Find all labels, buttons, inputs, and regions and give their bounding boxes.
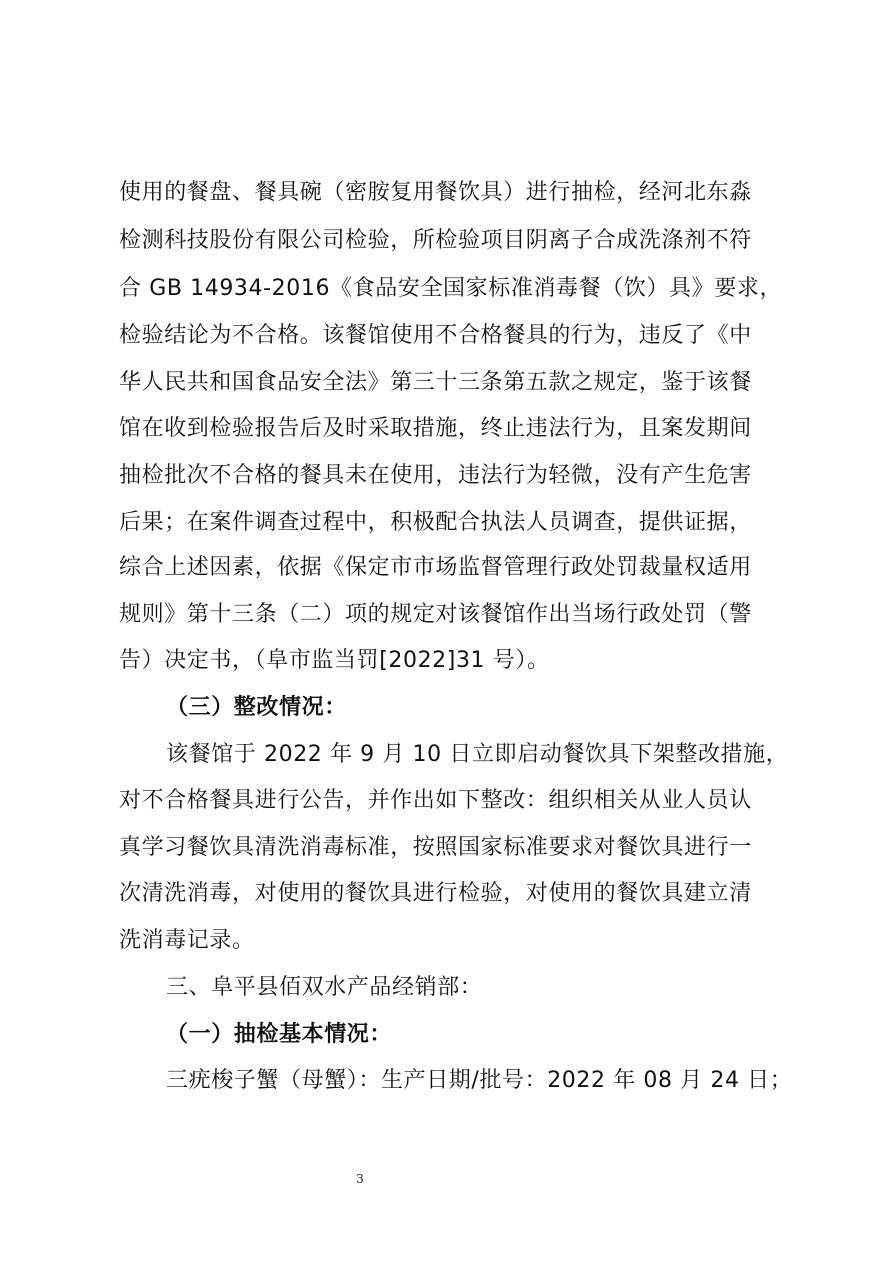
section-heading: （三）整改情况： xyxy=(166,695,347,720)
text-line: 使用的餐盘、餐具碗（密胺复用餐饮具）进行抽检，经河北东淼 xyxy=(119,180,752,205)
text-line: 后果；在案件调查过程中，积极配合执法人员调查，提供证据， xyxy=(119,510,752,535)
text-line: 馆在收到检验报告后及时采取措施，终止违法行为，且案发期间 xyxy=(119,416,752,441)
section-heading: 三、阜平县佰双水产品经销部： xyxy=(166,975,483,1000)
text-line: 洗消毒记录。 xyxy=(119,928,255,953)
section-heading: （一）抽检基本情况： xyxy=(166,1022,393,1047)
text-line: 综合上述因素，依据《保定市市场监督管理行政处罚裁量权适用 xyxy=(119,555,752,580)
text-line: 华人民共和国食品安全法》第三十三条第五款之规定，鉴于该餐 xyxy=(119,370,752,395)
text-line: 检测科技股份有限公司检验，所检验项目阴离子合成洗涤剂不符 xyxy=(119,228,752,253)
text-line: 次清洗消毒，对使用的餐饮具进行检验，对使用的餐饮具建立清 xyxy=(119,881,752,906)
text-line: 规则》第十三条（二）项的规定对该餐馆作出当场行政处罚（警 xyxy=(119,602,752,627)
text-line: 抽检批次不合格的餐具未在使用，违法行为轻微，没有产生危害 xyxy=(119,463,752,488)
text-line: 三疣梭子蟹（母蟹）：生产日期/批号：2022 年 08 月 24 日； xyxy=(166,1068,793,1093)
text-line: 真学习餐饮具清洗消毒标准，按照国家标准要求对餐饮具进行一 xyxy=(119,835,752,860)
text-line: 检验结论为不合格。该餐馆使用不合格餐具的行为，违反了《中 xyxy=(119,323,752,348)
page-number: 3 xyxy=(356,1172,364,1186)
text-line: 合 GB 14934-2016《食品安全国家标准消毒餐（饮）具》要求， xyxy=(119,276,783,301)
text-line: 告）决定书，（阜市监当罚[2022]31 号）。 xyxy=(119,648,550,673)
text-line: 该餐馆于 2022 年 9 月 10 日立即启动餐饮具下架整改措施， xyxy=(166,742,789,767)
text-line: 对不合格餐具进行公告，并作出如下整改：组织相关从业人员认 xyxy=(119,788,752,813)
